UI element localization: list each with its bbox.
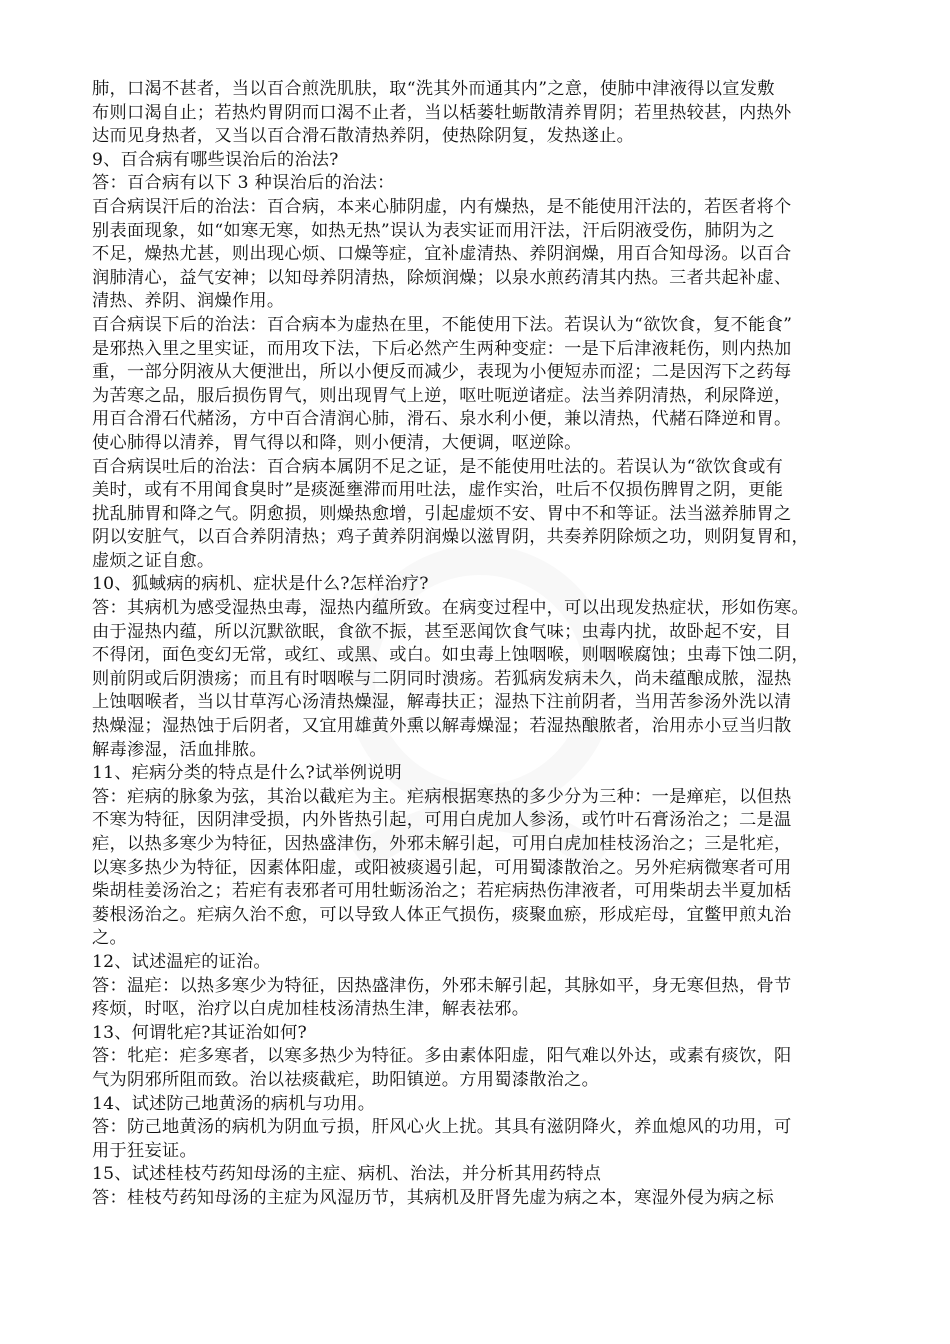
- text-line: 答：百合病有以下 3 种误治后的治法：: [92, 173, 395, 194]
- text-line: 百合病误下后的治法：百合病本为虚热在里，不能使用下法。若误认为“欲饮食，复不能食”: [92, 314, 793, 335]
- text-line: 上蚀咽喉者，当以甘草泻心汤清热燥湿，解毒扶正；湿热下注前阴者，当用苦参汤外洗以清: [92, 692, 792, 713]
- text-line: 虚烦之证自愈。: [92, 550, 215, 571]
- text-line: 由于湿热内蕴，所以沉默欲眠，食欲不振，甚至恶闻饮食气味；虫毒内扰，故卧起不安，目: [92, 621, 792, 642]
- text-line: 以寒多热少为特征，因素体阳虚，或阳被痰遏引起，可用蜀漆散治之。另外疟病微寒者可用: [92, 857, 792, 878]
- question-heading: 11、疟病分类的特点是什么?试举例说明: [92, 763, 402, 784]
- text-line: 重，一部分阴液从大便泄出，所以小便反而减少，表现为小便短赤而涩；二是因泻下之药每: [92, 362, 792, 383]
- text-line: 答：防己地黄汤的病机为阴血亏损，肝风心火上扰。其具有滋阴降火，养血熄风的功用，可: [92, 1117, 792, 1138]
- text-line: 疟，以热多寒少为特征，因热盛津伤，外邪未解引起，可用白虎加桂枝汤治之；三是牝疟，: [92, 834, 792, 854]
- text-line: 布则口渴自止；若热灼胃阴而口渴不止者，当以栝蒌牡蛎散清养胃阴；若里热较甚，内热外: [92, 102, 792, 123]
- text-line: 答：桂枝芍药知母汤的主症为风湿历节，其病机及肝肾先虚为病之本，寒湿外侵为病之标: [92, 1187, 775, 1208]
- text-line: 别表面现象，如“如寒无寒，如热无热”误认为表实证而用汗法，汗后阴液受伤，肺阴为之: [92, 220, 775, 241]
- text-line: 则前阴或后阴溃疡；而且有时咽喉与二阴同时溃疡。若狐病发病未久，尚未蕴酿成脓，湿热: [92, 668, 792, 689]
- question-heading: 15、试述桂枝芍药知母汤的主症、病机、治法，并分析其用药特点: [92, 1164, 602, 1185]
- text-line: 不得闭，面色变幻无常，或红、或黑、或白。如虫毒上蚀咽喉，则咽喉腐蚀；虫毒下蚀二阴，: [92, 645, 809, 666]
- question-heading: 14、试述防己地黄汤的病机与功用。: [92, 1093, 376, 1114]
- text-line: 疼烦，时呕，治疗以白虎加桂枝汤清热生津，解表祛邪。: [92, 999, 530, 1020]
- text-line: 答：其病机为感受湿热虫毒，湿热内蕴所致。在病变过程中，可以出现发热症状，形如伤寒。: [92, 598, 809, 619]
- text-line: 润肺清心，益气安神；以知母养阴清热，除烦润燥；以泉水煎药清其内热。三者共起补虚、: [92, 267, 792, 288]
- text-line: 为苦寒之品，服后损伤胃气，则出现胃气上逆，呕吐呃逆诸症。法当养阴清热，利尿降逆，: [92, 385, 792, 406]
- text-line: 是邪热入里之里实证，而用攻下法，下后必然产生两种变症：一是下后津液耗伤，则内热加: [92, 338, 792, 359]
- question-heading: 10、狐蜮病的病机、症状是什么?怎样治疗?: [92, 574, 429, 595]
- text-line: 答：温疟：以热多寒少为特征，因热盛津伤，外邪未解引起，其脉如平，身无寒但热，骨节: [92, 975, 792, 996]
- text-line: 气为阴邪所阻而致。治以祛痰截疟，助阳镇逆。方用蜀漆散治之。: [92, 1069, 600, 1090]
- text-line: 使心肺得以清养，胃气得以和降，则小便清，大便调，呕逆除。: [92, 432, 582, 453]
- question-heading: 9、百合病有哪些误治后的治法?: [92, 149, 339, 170]
- text-line: 用百合滑石代赭汤，方中百合清润心肺，滑石、泉水利小便，兼以清热，代赭石降逆和胃。: [92, 409, 792, 430]
- text-line: 蒌根汤治之。疟病久治不愈，可以导致人体正气损伤，痰聚血瘀，形成疟母，宜鳖甲煎丸治: [92, 904, 792, 925]
- text-line: 热燥湿；湿热蚀于后阴者，又宜用雄黄外熏以解毒燥湿；若湿热酿脓者，治用赤小豆当归散: [92, 716, 792, 737]
- text-line: 达而见身热者，又当以百合滑石散清热养阴，使热除阴复，发热遂止。: [92, 126, 635, 147]
- text-line: 不寒为特征，因阴津受损，内外皆热引起，可用白虎加人参汤，或竹叶石膏汤治之；二是温: [92, 810, 792, 831]
- document-page: [92, 78, 864, 1258]
- text-line: 答：疟病的脉象为弦，其治以截疟为主。疟病根据寒热的多少分为三种：一是瘅疟，以但热: [92, 786, 792, 807]
- text-line: 阴以安脏气，以百合养阴清热；鸡子黄养阴润燥以滋胃阴，共奏养阴除烦之功，则阴复胃和，: [92, 527, 809, 548]
- text-line: 清热、养阴、润燥作用。: [92, 291, 285, 312]
- text-line: 用于狂妄证。: [92, 1140, 197, 1161]
- text-line: 扰乱肺胃和降之气。阴愈损，则燥热愈增，引起虚烦不安、胃中不和等证。法当滋养肺胃之: [92, 503, 792, 524]
- question-heading: 12、试述温疟的证治。: [92, 951, 271, 972]
- text-line: 柴胡桂姜汤治之；若疟有表邪者可用牡蛎汤治之；若疟病热伤津液者，可用柴胡去半夏加栝: [92, 881, 792, 902]
- text-line: 解毒渗湿，活血排脓。: [92, 739, 267, 760]
- text-line: 不足，燥热尤甚，则出现心烦、口燥等症，宜补虚清热、养阴润燥，用百合知母汤。以百合: [92, 244, 792, 265]
- text-line: 答：牝疟：疟多寒者，以寒多热少为特征。多由素体阳虚，阳气难以外达，或素有痰饮，阳: [92, 1046, 792, 1067]
- text-line: 美时，或有不用闻食臭时”是痰涎壅滞而用吐法，虚作实治，吐后不仅损伤脾胃之阴，更能: [92, 480, 784, 501]
- text-line: 肺，口渴不甚者，当以百合煎洗肌肤，取“洗其外而通其内”之意，使肺中津液得以宣发敷: [92, 79, 775, 99]
- text-line: 百合病误吐后的治法：百合病本属阴不足之证，是不能使用吐法的。若误认为“欲饮食或有: [92, 456, 784, 477]
- question-heading: 13、何谓牝疟?其证治如何?: [92, 1022, 307, 1043]
- text-line: 之。: [92, 928, 127, 949]
- text-line: 百合病误汗后的治法：百合病，本来心肺阴虚，内有燥热，是不能使用汗法的，若医者将个: [92, 196, 792, 217]
